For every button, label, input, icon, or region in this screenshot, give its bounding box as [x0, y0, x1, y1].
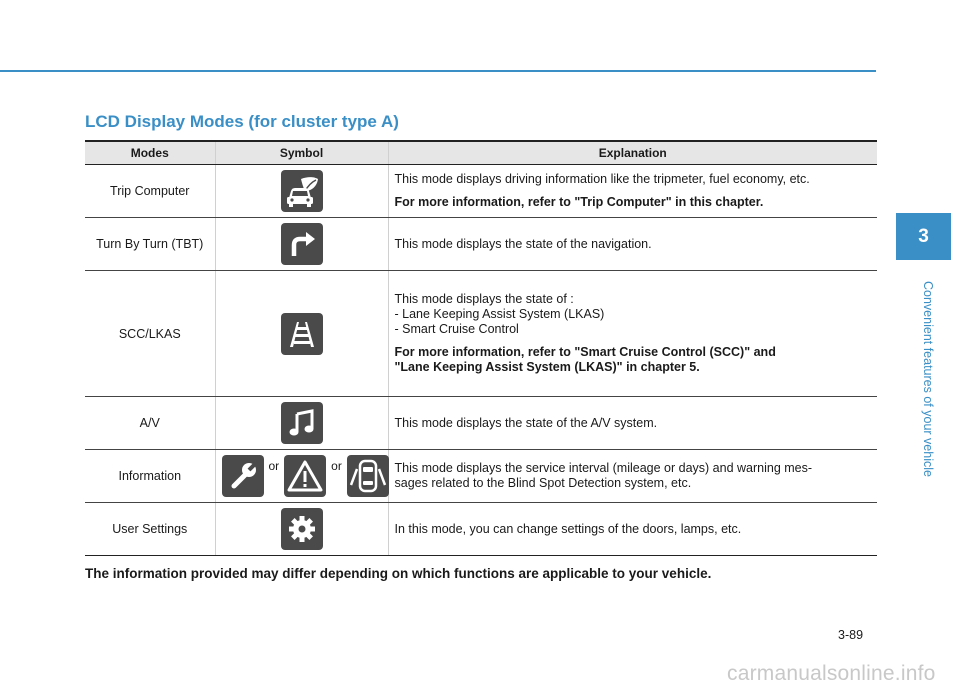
table-row [85, 165, 877, 218]
turn-arrow-icon [281, 223, 323, 265]
explanation-text: This mode displays driving information like the tripmeter, fuel economy, etc. [394, 172, 810, 186]
section-title: LCD Display Modes (for cluster type A) [85, 112, 399, 131]
table-header-row [85, 141, 877, 165]
reference-note: "Lane Keeping Assist System (LKAS)" in chapter 5. [394, 360, 700, 374]
explanation-cell [388, 271, 877, 397]
explanation-text: sages related to the Blind Spot Detection system, etc. [394, 476, 692, 490]
mode-name: Information [85, 450, 215, 503]
table-row [85, 450, 877, 503]
column-header-explanation: Explanation [388, 141, 877, 165]
trip-computer-icon [281, 170, 323, 212]
symbol-cell [215, 450, 388, 503]
symbol-cell [215, 271, 388, 397]
mode-name: A/V [85, 397, 215, 450]
wrench-icon [222, 455, 264, 497]
table-row [85, 503, 877, 556]
explanation-cell [388, 450, 877, 503]
explanation-cell [388, 165, 877, 218]
explanation-text: This mode displays the state of the navigation. [394, 236, 652, 251]
chapter-number-tab: 3 [896, 213, 951, 260]
music-note-icon [281, 402, 323, 444]
symbol-cell [215, 165, 388, 218]
mode-name: Turn By Turn (TBT) [85, 218, 215, 271]
page-number: 3-89 [838, 628, 864, 642]
or-label: or [268, 459, 280, 473]
explanation-cell [388, 503, 877, 556]
gear-icon [281, 508, 323, 550]
explanation-text: - Smart Cruise Control [394, 322, 519, 336]
top-rule [0, 70, 876, 72]
warning-triangle-icon [284, 455, 326, 497]
column-header-modes: Modes [85, 141, 215, 165]
table-row [85, 218, 877, 271]
lcd-modes-table [85, 140, 877, 556]
symbol-cell [215, 218, 388, 271]
mode-name: Trip Computer [85, 165, 215, 218]
footnote: The information provided may differ depending on which functions are applicable to your vehicle. [85, 566, 712, 581]
mode-name: SCC/LKAS [85, 271, 215, 397]
explanation-cell [388, 397, 877, 450]
explanation-text: - Lane Keeping Assist System (LKAS) [394, 307, 605, 321]
or-label: or [331, 459, 342, 473]
chapter-title: Convenient features of your vehicle [921, 281, 935, 477]
explanation-text: This mode displays the state of the A/V system. [394, 415, 658, 430]
reference-note: For more information, refer to "Smart Cruise Control (SCC)" and [394, 345, 776, 359]
reference-note: For more information, refer to "Trip Computer" in this chapter. [394, 195, 764, 209]
explanation-text: In this mode, you can change settings of the doors, lamps, etc. [394, 521, 742, 536]
watermark: carmanualsonline.info [727, 662, 936, 685]
explanation-text: This mode displays the state of : [394, 292, 574, 306]
symbol-cell [215, 397, 388, 450]
table-row [85, 397, 877, 450]
column-header-symbol: Symbol [215, 141, 388, 165]
symbol-cell [215, 503, 388, 556]
mode-name: User Settings [85, 503, 215, 556]
explanation-text: This mode displays the service interval (mileage or days) and warning mes- [394, 461, 813, 475]
lane-keeping-icon [281, 313, 323, 355]
blind-spot-car-icon [347, 455, 389, 497]
explanation-cell [388, 218, 877, 271]
table-row [85, 271, 877, 397]
